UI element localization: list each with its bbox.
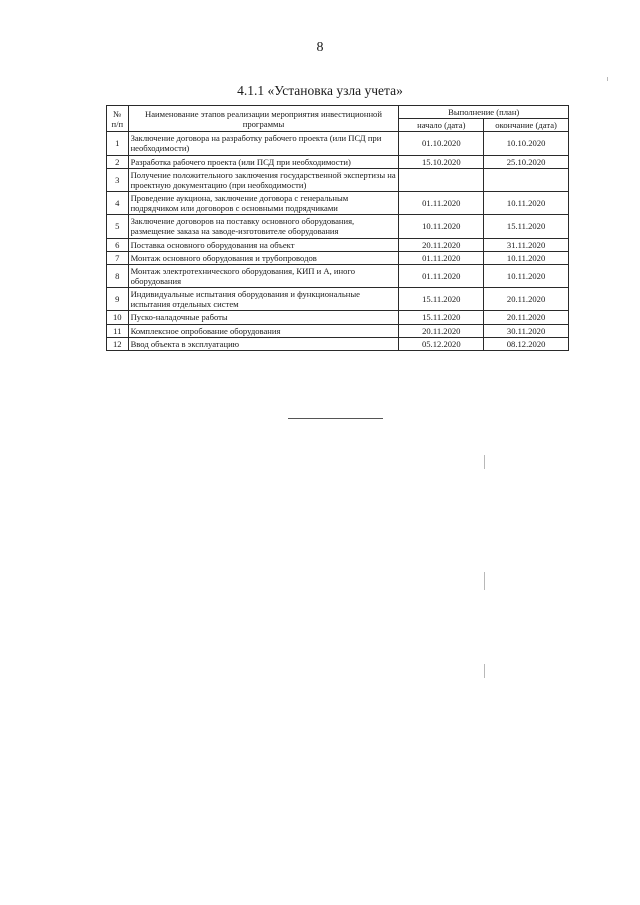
- start-date: 01.10.2020: [399, 132, 484, 155]
- section-title: 4.1.1 «Установка узла учета»: [237, 83, 403, 98]
- table-row: [107, 155, 569, 168]
- row-number: 3: [107, 168, 129, 191]
- end-date: 10.10.2020: [484, 132, 569, 155]
- stage-name: Поставка основного оборудования на объект: [128, 238, 399, 251]
- row-number: 11: [107, 324, 129, 337]
- start-date: 01.11.2020: [399, 191, 484, 214]
- table-row: [107, 191, 569, 214]
- row-number: 10: [107, 311, 129, 324]
- stage-name: Пуско-наладочные работы: [128, 311, 399, 324]
- page-number: 8: [316, 40, 324, 55]
- stage-name: Ввод объекта в эксплуатацию: [128, 337, 399, 350]
- end-date: 10.11.2020: [484, 191, 569, 214]
- table-row: [107, 251, 569, 264]
- scan-artifact: [484, 455, 485, 469]
- start-date: [399, 168, 484, 191]
- end-date: 10.11.2020: [484, 251, 569, 264]
- header-name: Наименование этапов реализации мероприятия инвестиционной программы: [128, 106, 399, 132]
- stage-name: Монтаж основного оборудования и трубопроводов: [128, 251, 399, 264]
- start-date: 15.11.2020: [399, 311, 484, 324]
- start-date: 20.11.2020: [399, 238, 484, 251]
- header-num: № п/п: [107, 106, 129, 132]
- header-execution: Выполнение (план): [399, 106, 569, 119]
- schedule-table: [106, 105, 569, 351]
- stage-name: Заключение договоров на поставку основного оборудования, размещение заказа на заводе-изготовителе оборудования: [128, 215, 399, 238]
- end-date: 31.11.2020: [484, 238, 569, 251]
- table-row: [107, 215, 569, 238]
- table-row: [107, 288, 569, 311]
- start-date: 10.11.2020: [399, 215, 484, 238]
- closing-line: [288, 418, 383, 419]
- stage-name: Комплексное опробование оборудования: [128, 324, 399, 337]
- scan-artifact: [484, 572, 485, 590]
- header-start: начало (дата): [399, 119, 484, 132]
- header-end: окончание (дата): [484, 119, 569, 132]
- end-date: 15.11.2020: [484, 215, 569, 238]
- row-number: 6: [107, 238, 129, 251]
- table-row: [107, 168, 569, 191]
- stage-name: Заключение договора на разработку рабочего проекта (или ПСД при необходимости): [128, 132, 399, 155]
- start-date: 15.11.2020: [399, 288, 484, 311]
- table-row: [107, 337, 569, 350]
- row-number: 2: [107, 155, 129, 168]
- end-date: 08.12.2020: [484, 337, 569, 350]
- schedule-table-body: [107, 132, 569, 351]
- row-number: 4: [107, 191, 129, 214]
- stage-name: Разработка рабочего проекта (или ПСД при необходимости): [128, 155, 399, 168]
- schedule-table-header: [107, 106, 569, 132]
- stage-name: Получение положительного заключения государственной экспертизы на проектную документацию (при необходимости): [128, 168, 399, 191]
- stage-name: Монтаж электротехнического оборудования, КИП и А, иного оборудования: [128, 264, 399, 287]
- table-row: [107, 311, 569, 324]
- stage-name: Проведение аукциона, заключение договора с генеральным подрядчиком или договоров с основными подрядчиками: [128, 191, 399, 214]
- start-date: 20.11.2020: [399, 324, 484, 337]
- row-number: 8: [107, 264, 129, 287]
- table-row: [107, 238, 569, 251]
- end-date: 25.10.2020: [484, 155, 569, 168]
- table-row: [107, 264, 569, 287]
- end-date: 20.11.2020: [484, 311, 569, 324]
- row-number: 7: [107, 251, 129, 264]
- table-row: [107, 132, 569, 155]
- row-number: 1: [107, 132, 129, 155]
- start-date: 05.12.2020: [399, 337, 484, 350]
- row-number: 12: [107, 337, 129, 350]
- header-row: [107, 106, 569, 119]
- row-number: 9: [107, 288, 129, 311]
- row-number: 5: [107, 215, 129, 238]
- table-row: [107, 324, 569, 337]
- scan-artifact: [607, 77, 608, 81]
- end-date: [484, 168, 569, 191]
- end-date: 10.11.2020: [484, 264, 569, 287]
- scan-artifact: [484, 664, 485, 678]
- start-date: 01.11.2020: [399, 264, 484, 287]
- stage-name: Индивидуальные испытания оборудования и функциональные испытания отдельных систем: [128, 288, 399, 311]
- start-date: 15.10.2020: [399, 155, 484, 168]
- start-date: 01.11.2020: [399, 251, 484, 264]
- end-date: 30.11.2020: [484, 324, 569, 337]
- end-date: 20.11.2020: [484, 288, 569, 311]
